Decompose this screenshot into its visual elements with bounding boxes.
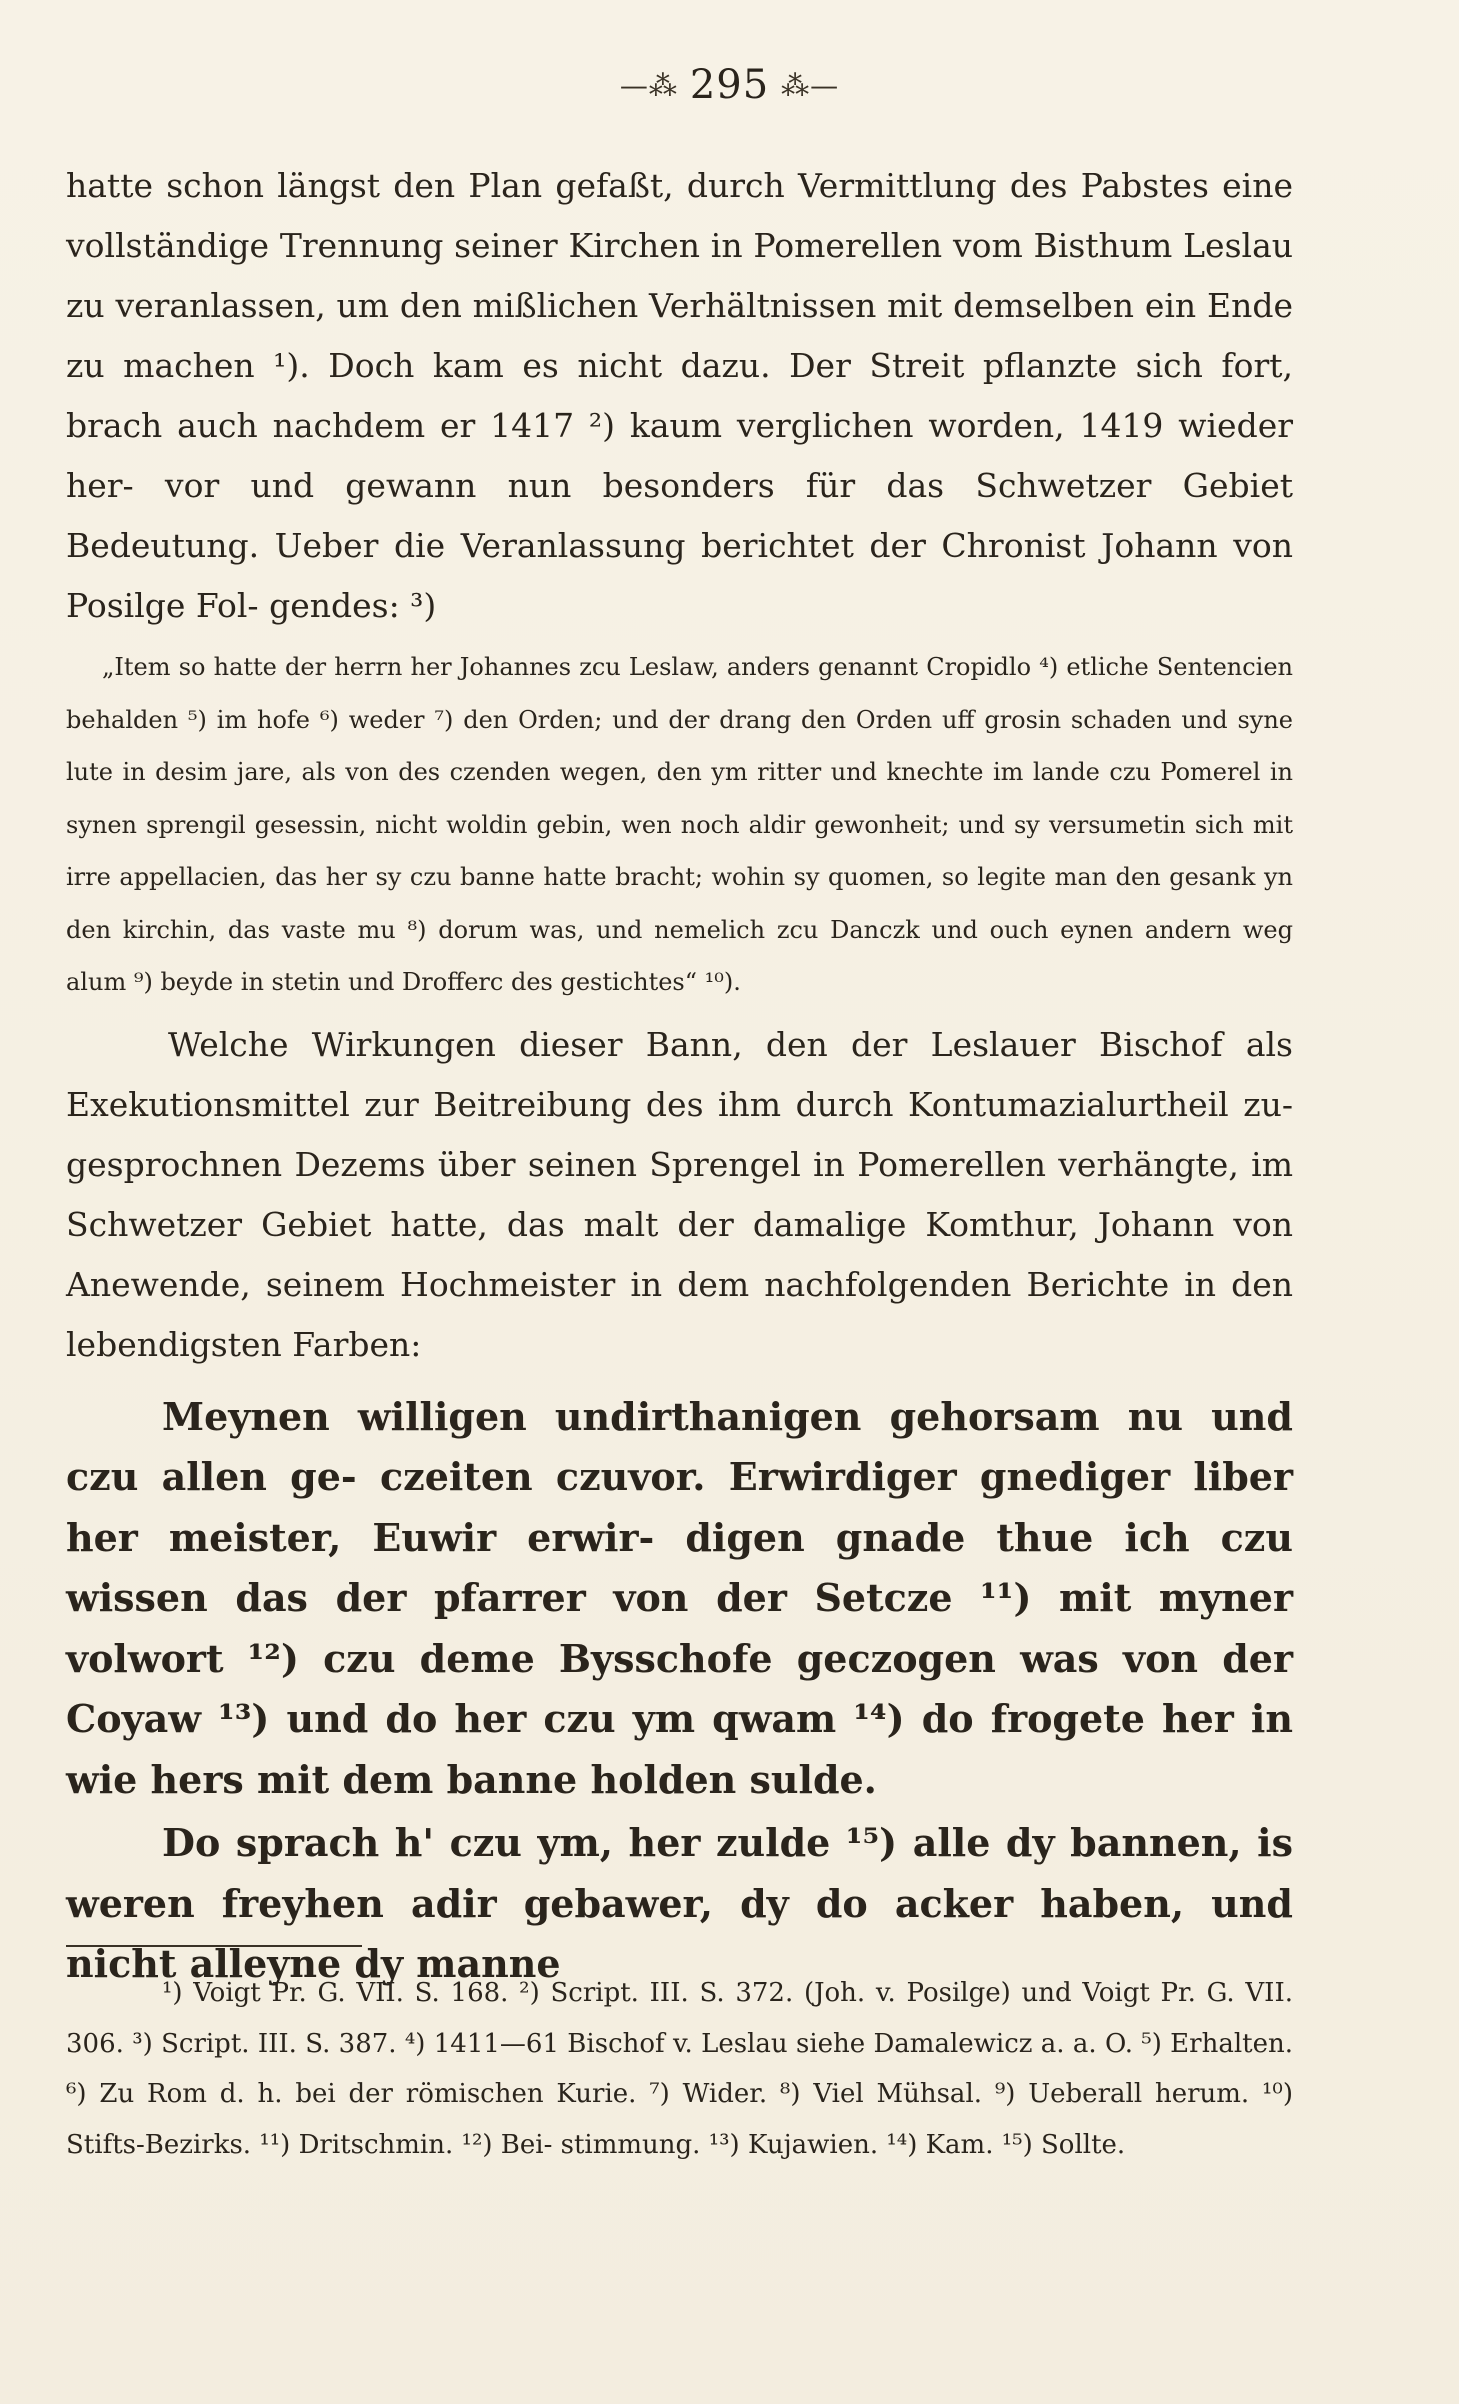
footnote-divider (66, 1945, 362, 1947)
paragraph-1: hatte schon längst den Plan gefaßt, durch Vermittlung des Pabstes eine vollständige Trennung seiner Kirchen in Pomerellen vom Bisthum Leslau zu veranlassen, um den mißlichen Verhältnissen mit demselben ein Ende zu machen ¹). Doch kam es nicht dazu. Der Streit pflanzte sich fort, brach auch nachdem er 1417 ²) kaum verglichen worden, 1419 wieder her- vor und gewann nun besonders für das Schwetzer Gebiet Bedeutung. Ueber die Veranlassung berichtet der Chronist Johann von Posilge Fol- gendes: ³) (66, 166, 1293, 625)
letter-paragraph-2: Do sprach h' czu ym, her zulde ¹⁵) alle dy bannen, is weren freyhen adir gebawer, dy do acker haben, und nicht alleyne dy manne (66, 1820, 1293, 1986)
footnotes (66, 1968, 1293, 2170)
page-number: 295 (689, 62, 770, 108)
chronicle-quote: „Item so hatte der herrn her Johannes zcu Leslaw, anders genannt Cropidlo ⁴) etliche Sentencien behalden ⁵) im hofe ⁶) weder ⁷) den Orden; und der drang den Orden uff grosin schaden und syne lute in desim jare, als von des czenden wegen, den ym ritter und knechte im lande czu Pomerel in synen sprengil gesessin, nicht woldin gebin, wen noch aldir gewonheit; und sy versumetin sich mit irre appellacien, das her sy czu banne hatte bracht; wohin sy quomen, so legite man den gesank yn den kirchin, das vaste mu ⁸) dorum was, und nemelich zcu Danczk und ouch eynen andern weg alum ⁹) beyde in stetin und Drofferc des gestichtes“ ¹⁰). (66, 653, 1293, 996)
letter-paragraph-1: Meynen willigen undirthanigen gehorsam nu und czu allen ge- czeiten czuvor. Erwirdiger gnediger liber her meister, Euwir erwir- digen gnade thue ich czu wissen das der pfarrer von der Setcze ¹¹) mit myner volwort ¹²) czu deme Bysschofe geczogen was von der Coyaw ¹³) und do her czu ym qwam ¹⁴) do frogete her in wie hers mit dem banne holden sulde. (66, 1393, 1293, 1802)
page-header (0, 62, 1459, 108)
main-text (66, 156, 1293, 1995)
footnote-text: ¹) Voigt Pr. G. VII. S. 168. ²) Script. III. S. 372. (Joh. v. Posilge) und Voigt Pr. G. VII. 306. ³) Script. III. S. 387. ⁴) 1411—61 Bischof v. Leslau siehe Damalewicz a. a. O. ⁵) Erhalten. ⁶) Zu Rom d. h. bei der römischen Kurie. ⁷) Wider. ⁸) Viel Mühsal. ⁹) Ueberall herum. ¹⁰) Stifts-Bezirks. ¹¹) Dritschmin. ¹²) Bei- stimmung. ¹³) Kujawien. ¹⁴) Kam. ¹⁵) Sollte. (66, 1978, 1293, 2160)
header-ornament-right: ⁂— (781, 68, 840, 102)
paragraph-2: Welche Wirkungen dieser Bann, den der Leslauer Bischof als Exekutionsmittel zur Beitreibung des ihm durch Kontumazialurtheil zu- gesprochnen Dezems über seinen Sprengel in Pomerellen verhängte, im Schwetzer Gebiet hatte, das malt der damalige Komthur, Johann von Anewende, seinem Hochmeister in dem nachfolgenden Berichte in den lebendigsten Farben: (66, 1024, 1293, 1364)
header-ornament-left: —⁂ (619, 68, 678, 102)
